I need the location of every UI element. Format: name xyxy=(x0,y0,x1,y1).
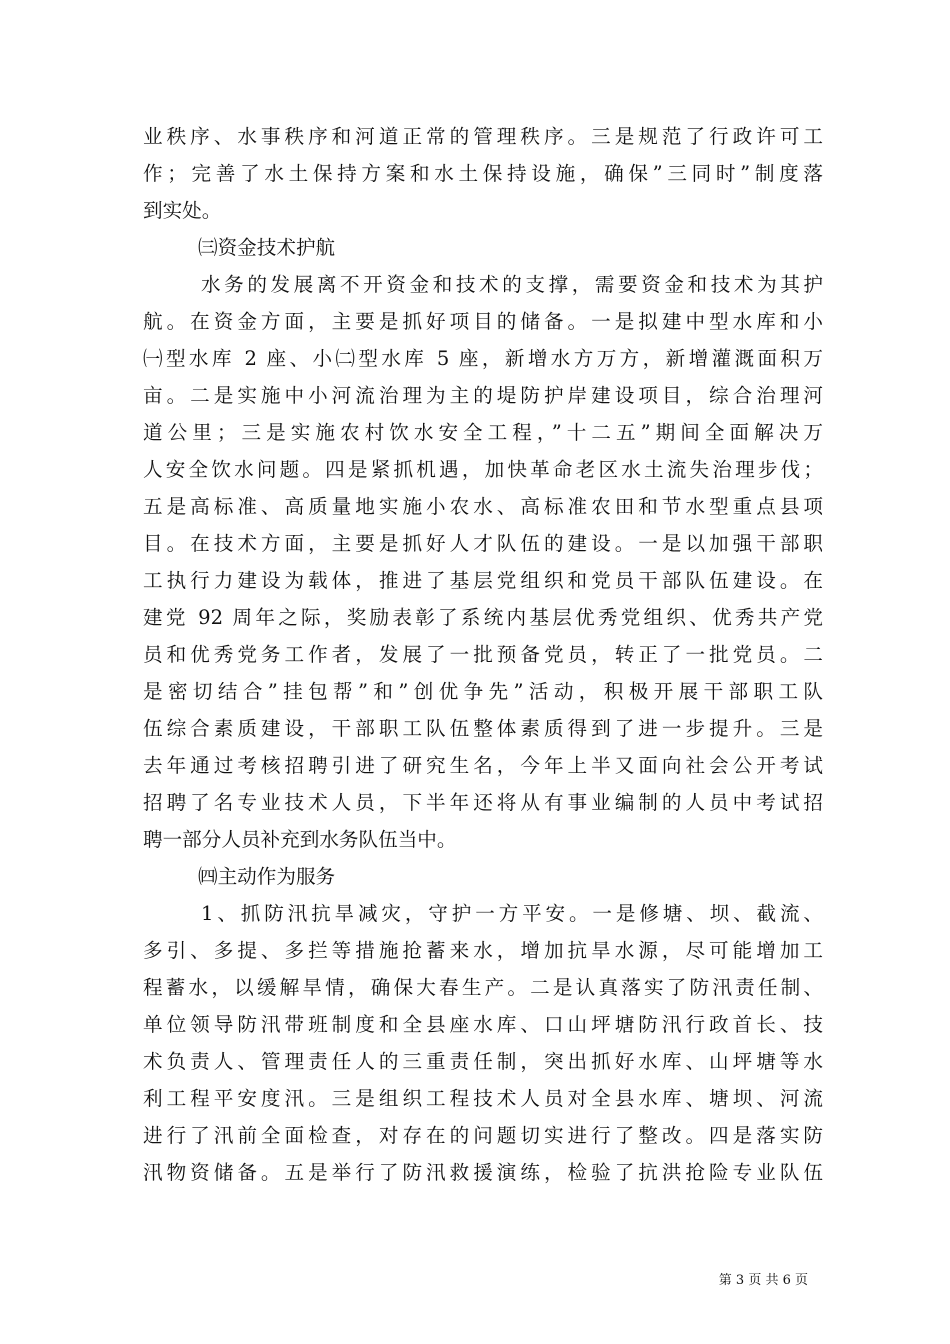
body-text-line: 伍综合素质建设，干部职工队伍整体素质得到了进一步提升。三是 xyxy=(143,717,823,740)
body-text-line: 招聘了名专业技术人员，下半年还将从有事业编制的人员中考试招 xyxy=(143,791,823,814)
body-text-line: 道公里；三是实施农村饮水安全工程，”十二五”期间全面解决万 xyxy=(143,421,823,444)
body-text-line: 亩。二是实施中小河流治理为主的堤防护岸建设项目，综合治理河 xyxy=(143,384,823,407)
body-text-line: 汛物资储备。五是举行了防汛救援演练，检验了抗洪抢险专业队伍 xyxy=(143,1161,823,1184)
page-number: 第 3 页 共 6 页 xyxy=(718,1273,808,1288)
body-text-line: 到实处。 xyxy=(143,199,222,222)
section-heading: ㈢资金技术护航 xyxy=(198,236,336,259)
body-text-line: 工执行力建设为载体，推进了基层党组织和党员干部队伍建设。在 xyxy=(143,569,823,592)
body-text-line: 五是高标准、高质量地实施小农水、高标准农田和节水型重点县项 xyxy=(143,495,823,518)
body-text-line: 1、抓防汛抗旱减灾，守护一方平安。一是修塘、坝、截流、 xyxy=(201,902,823,925)
body-text-line: 建党 92 周年之际，奖励表彰了系统内基层优秀党组织、优秀共产党 xyxy=(143,606,823,629)
body-text-line: 人安全饮水问题。四是紧抓机遇，加快革命老区水土流失治理步伐； xyxy=(143,458,823,481)
body-text-line: 员和优秀党务工作者，发展了一批预备党员，转正了一批党员。二 xyxy=(143,643,823,666)
body-text-line: 作；完善了水土保持方案和水土保持设施，确保”三同时”制度落 xyxy=(143,162,823,185)
section-heading: ㈣主动作为服务 xyxy=(198,865,336,888)
body-text-line: 业秩序、水事秩序和河道正常的管理秩序。三是规范了行政许可工 xyxy=(143,125,823,148)
body-text-line: 程蓄水，以缓解旱情，确保大春生产。二是认真落实了防汛责任制、 xyxy=(143,976,823,999)
body-text-line: 航。在资金方面，主要是抓好项目的储备。一是拟建中型水库和小 xyxy=(143,310,823,333)
body-text-line: 利工程平安度汛。三是组织工程技术人员对全县水库、塘坝、河流 xyxy=(143,1087,823,1110)
body-text-line: 聘一部分人员补充到水务队伍当中。 xyxy=(143,828,457,851)
body-text-line: 是密切结合”挂包帮”和”创优争先”活动，积极开展干部职工队 xyxy=(143,680,823,703)
body-text-line: 进行了汛前全面检查，对存在的问题切实进行了整改。四是落实防 xyxy=(143,1124,823,1147)
body-text-line: 去年通过考核招聘引进了研究生名，今年上半又面向社会公开考试 xyxy=(143,754,823,777)
body-text-line: 多引、多提、多拦等措施抢蓄来水，增加抗旱水源，尽可能增加工 xyxy=(143,939,823,962)
body-text-line: 单位领导防汛带班制度和全县座水库、口山坪塘防汛行政首长、技 xyxy=(143,1013,823,1036)
body-text-line: ㈠型水库 2 座、小㈡型水库 5 座，新增水方万方，新增灌溉面积万 xyxy=(143,347,823,370)
body-text-line: 水务的发展离不开资金和技术的支撑，需要资金和技术为其护 xyxy=(201,273,823,296)
body-text-line: 目。在技术方面，主要是抓好人才队伍的建设。一是以加强干部职 xyxy=(143,532,823,555)
body-text-line: 术负责人、管理责任人的三重责任制，突出抓好水库、山坪塘等水 xyxy=(143,1050,823,1073)
